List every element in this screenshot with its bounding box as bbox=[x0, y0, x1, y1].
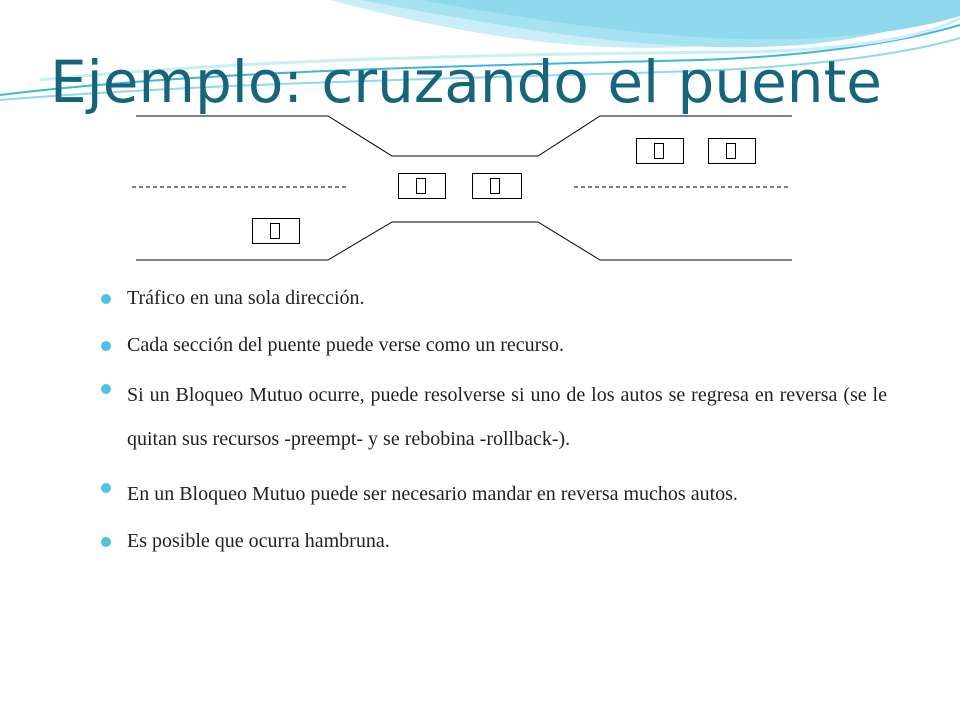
bullet-icon bbox=[101, 341, 111, 351]
car-icon bbox=[490, 178, 500, 194]
car-top-right-2 bbox=[708, 138, 756, 164]
car-icon bbox=[270, 223, 280, 239]
bullet-list bbox=[101, 283, 887, 556]
bullet-icon bbox=[101, 537, 111, 547]
bullet-icon bbox=[101, 384, 111, 394]
car-center-1 bbox=[398, 173, 446, 199]
car-icon bbox=[654, 143, 664, 159]
list-item: Cada sección del puente puede verse como un recurso. bbox=[101, 330, 887, 360]
bridge-diagram bbox=[120, 108, 810, 268]
slide-title: Ejemplo: cruzando el puente bbox=[50, 48, 882, 116]
bullet-icon bbox=[101, 294, 111, 304]
list-item: Es posible que ocurra hambruna. bbox=[101, 526, 887, 556]
list-item: Si un Bloqueo Mutuo ocurre, puede resolverse si uno de los autos se regresa en reversa (se le quitan sus recursos -preempt- y se rebobina -rollback-). bbox=[101, 373, 887, 461]
bridge-lines bbox=[120, 108, 810, 268]
car-bottom-left bbox=[252, 218, 300, 244]
car-icon bbox=[726, 143, 736, 159]
car-center-2 bbox=[472, 173, 522, 199]
list-item: Tráfico en una sola dirección. bbox=[101, 283, 887, 313]
list-item: En un Bloqueo Mutuo puede ser necesario mandar en reversa muchos autos. bbox=[101, 472, 887, 516]
car-top-right-1 bbox=[636, 138, 684, 164]
car-icon bbox=[416, 178, 426, 194]
bullet-icon bbox=[101, 483, 111, 493]
